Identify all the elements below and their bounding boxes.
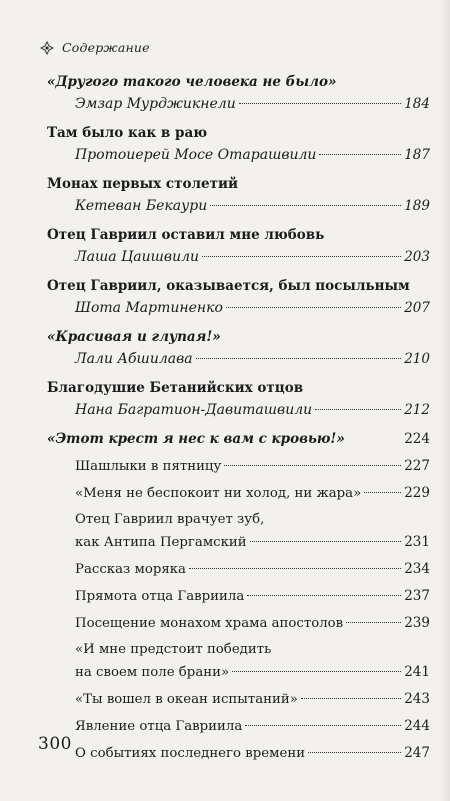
ornament-icon bbox=[40, 40, 54, 54]
toc-subentry-title: Шашлыки в пятницу bbox=[75, 459, 222, 474]
page-number: 207 bbox=[404, 300, 430, 316]
toc-subentry-line bbox=[47, 455, 430, 477]
toc-entry-author: Кетеван Бекаури bbox=[75, 198, 208, 214]
toc-entry-title: «Другого такого человека не было» bbox=[47, 74, 337, 90]
toc-subentry bbox=[47, 482, 430, 504]
toc-entry-author: Лали Абшилава bbox=[75, 351, 193, 367]
dot-leader bbox=[226, 307, 401, 308]
toc-subentry-title: Рассказ моряка bbox=[75, 562, 186, 577]
toc-subentry-line bbox=[47, 612, 430, 634]
toc-entry-title: Там было как в раю bbox=[47, 125, 208, 141]
dot-leader bbox=[224, 465, 401, 466]
table-of-contents bbox=[47, 71, 430, 769]
toc-subentry bbox=[47, 742, 430, 764]
page-number: 243 bbox=[404, 691, 430, 707]
page-number: 184 bbox=[404, 96, 430, 112]
toc-subentry-line bbox=[47, 715, 430, 737]
page-number: 189 bbox=[404, 198, 430, 214]
page-number: 224 bbox=[404, 431, 430, 447]
toc-subentry-line bbox=[47, 509, 430, 531]
toc-subentry bbox=[47, 715, 430, 737]
toc-entry bbox=[47, 326, 430, 370]
toc-subentry-line bbox=[47, 531, 430, 553]
toc-subentry-title-cont: на своем поле брани» bbox=[75, 665, 230, 680]
page-edge-shadow bbox=[440, 0, 450, 801]
toc-subentry bbox=[47, 585, 430, 607]
running-head bbox=[40, 37, 150, 57]
page-folio: 300 bbox=[38, 734, 72, 754]
page-number: 247 bbox=[404, 745, 430, 761]
dot-leader bbox=[189, 568, 401, 569]
toc-entry-author-line bbox=[47, 246, 430, 268]
toc-entry-title-line: «Этот крест я нес к вам с кровью!» 224 bbox=[47, 428, 430, 450]
toc-entry-author: Нана Багратион-Давиташвили bbox=[75, 402, 313, 418]
toc-entry bbox=[47, 71, 430, 115]
toc-subentry bbox=[47, 455, 430, 477]
toc-entry-author: Эмзар Мурджикнели bbox=[75, 96, 236, 112]
running-head-title: Содержание bbox=[62, 39, 150, 55]
toc-subentry-title: Отец Гавриил врачует зуб, bbox=[75, 512, 265, 527]
toc-subentry-line bbox=[47, 639, 430, 661]
dot-leader bbox=[245, 725, 401, 726]
dot-leader bbox=[196, 358, 402, 359]
toc-entry bbox=[47, 173, 430, 217]
toc-subentry bbox=[47, 639, 430, 683]
toc-entry-author-line bbox=[47, 348, 430, 370]
toc-subentry-title: «Ты вошел в океан испытаний» bbox=[75, 692, 298, 707]
page-number: 231 bbox=[404, 534, 430, 550]
toc-subentry-line bbox=[47, 688, 430, 710]
toc-entry-title: Отец Гавриил, оказывается, был посыльным bbox=[47, 278, 410, 294]
page-number: 227 bbox=[404, 458, 430, 474]
toc-subentry-line bbox=[47, 661, 430, 683]
page-number: 212 bbox=[404, 402, 430, 418]
page-number: 239 bbox=[404, 615, 430, 631]
toc-entry-author-line bbox=[47, 297, 430, 319]
toc-entry-title: Благодушие Бетанийских отцов bbox=[47, 380, 304, 396]
toc-entry-title: Монах первых столетий bbox=[47, 176, 238, 192]
toc-entry bbox=[47, 428, 430, 450]
toc-subentry-title: Явление отца Гавриила bbox=[75, 719, 243, 734]
dot-leader bbox=[315, 409, 401, 410]
toc-entry-author: Шота Мартиненко bbox=[75, 300, 223, 316]
toc-entry bbox=[47, 224, 430, 268]
toc-subentry bbox=[47, 558, 430, 580]
toc-entry-author: Лаша Цаишвили bbox=[75, 249, 200, 265]
toc-subentry-line bbox=[47, 482, 430, 504]
page-number: 187 bbox=[404, 147, 430, 163]
dot-leader bbox=[250, 541, 402, 542]
toc-entry-title: Отец Гавриил оставил мне любовь bbox=[47, 227, 325, 243]
page-number: 241 bbox=[404, 664, 430, 680]
page-number: 237 bbox=[404, 588, 430, 604]
toc-subentry-title: О событиях последнего времени bbox=[75, 746, 306, 761]
toc-subentry-title: Прямота отца Гавриила bbox=[75, 589, 245, 604]
toc-entry bbox=[47, 275, 430, 319]
toc-subentry bbox=[47, 612, 430, 634]
toc-subentry-line bbox=[47, 585, 430, 607]
toc-entry-author-line bbox=[47, 195, 430, 217]
toc-entry-author-line bbox=[47, 399, 430, 421]
dot-leader bbox=[319, 154, 401, 155]
toc-subentry-title-cont: как Антипа Пергамский bbox=[75, 535, 247, 550]
toc-subentry-line bbox=[47, 742, 430, 764]
toc-subentry bbox=[47, 509, 430, 553]
dot-leader bbox=[308, 752, 401, 753]
toc-entry bbox=[47, 377, 430, 421]
toc-entry-author: Протоиерей Мосе Отарашвили bbox=[75, 147, 317, 163]
toc-entry-author-line bbox=[47, 93, 430, 115]
toc-subentry-title: «Меня не беспокоит ни холод, ни жара» bbox=[75, 486, 362, 501]
page-number: 203 bbox=[404, 249, 430, 265]
dot-leader bbox=[301, 698, 401, 699]
dot-leader bbox=[247, 595, 401, 596]
toc-subentry-line bbox=[47, 558, 430, 580]
dot-leader bbox=[239, 103, 401, 104]
dot-leader bbox=[232, 671, 401, 672]
page-number: 234 bbox=[404, 561, 430, 577]
toc-entry bbox=[47, 122, 430, 166]
dot-leader bbox=[346, 622, 401, 623]
dot-leader bbox=[202, 256, 401, 257]
toc-subentry bbox=[47, 688, 430, 710]
toc-subentry-title: Посещение монахом храма апостолов bbox=[75, 616, 344, 631]
page-number: 210 bbox=[404, 351, 430, 367]
page-number: 244 bbox=[404, 718, 430, 734]
toc-entry-author-line bbox=[47, 144, 430, 166]
toc-subentry-title: «И мне предстоит победить bbox=[75, 642, 272, 657]
page-number: 229 bbox=[404, 485, 430, 501]
toc-entry-title: «Красивая и глупая!» bbox=[47, 329, 221, 345]
dot-leader bbox=[210, 205, 401, 206]
dot-leader bbox=[364, 492, 401, 493]
